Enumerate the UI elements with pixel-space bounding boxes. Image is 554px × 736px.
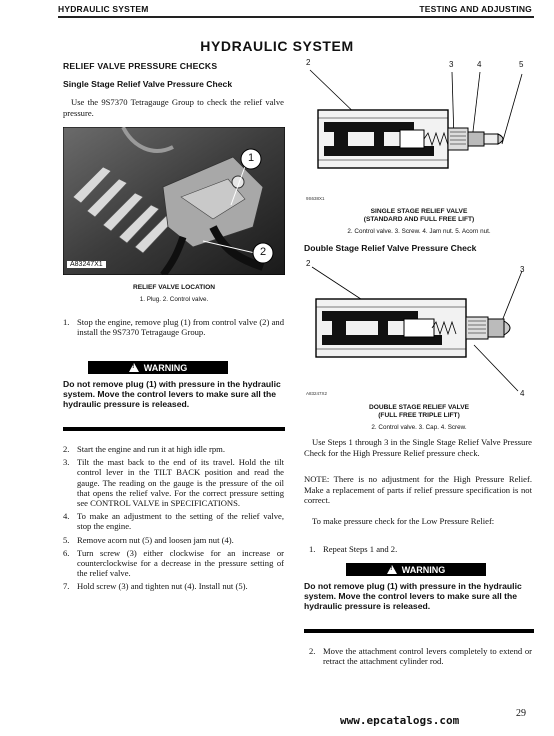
step-number: 2. [63, 444, 70, 454]
step-text: Start the engine and run it at high idle rpm. [77, 444, 225, 454]
warning-label: WARNING [401, 564, 446, 575]
step-3 [63, 457, 284, 508]
fig2-legend: 2. Control valve. 3. Cap. 4. Screw. [371, 424, 467, 431]
right-warning-banner [346, 563, 486, 576]
double-stage-heading: Double Stage Relief Valve Pressure Check [304, 243, 477, 253]
right-para-3: To make pressure check for the Low Pressure Relief: [312, 516, 495, 526]
step-text: Turn screw (3) either clockwise for an increase or counterclockwise for a decrease in the pressure setting of the relief valve. [77, 547, 284, 579]
steps-list [63, 444, 284, 595]
subsection-heading: Single Stage Relief Valve Pressure Check [63, 79, 233, 89]
step-number: 2. [309, 646, 316, 656]
fig1-caption-line2: (STANDARD AND FULL FREE LIFT) [363, 216, 475, 223]
step-number: 7. [63, 581, 70, 592]
footer-url: www.epcatalogs.com [340, 714, 460, 727]
fig1-callout-2: 2 [306, 58, 311, 67]
fig1-id: 9S638X1 [306, 196, 325, 201]
page-title: HYDRAULIC SYSTEM [200, 38, 354, 54]
step-text: Move the attachment control levers completely to extend or retract the attachment cylinder rod. [323, 646, 532, 667]
photo-legend: 1. Plug. 2. Control valve. [139, 296, 209, 303]
step-6 [63, 548, 284, 579]
single-stage-diagram [304, 58, 534, 208]
step-1 [63, 317, 284, 337]
right-warning-rule [304, 629, 534, 633]
fig1-callout-3: 3 [449, 60, 454, 69]
right-step-1 [309, 544, 532, 554]
step-number: 6. [63, 547, 70, 558]
step-4 [63, 511, 284, 531]
running-header-right: TESTING AND ADJUSTING [419, 4, 532, 14]
fig1-caption-line1: SINGLE STAGE RELIEF VALVE [370, 208, 468, 215]
fig1-callout-5: 5 [519, 60, 524, 69]
right-step-2 [309, 646, 532, 666]
step-text: Repeat Steps 1 and 2. [323, 544, 398, 554]
step-2 [63, 444, 284, 454]
warning-text: Do not remove plug (1) with pressure in the hydraulic system. Move the control levers to make sure all the hydraulic pressure is released. [63, 379, 281, 410]
page-number: 29 [516, 708, 526, 719]
double-stage-diagram [304, 261, 534, 401]
step-7 [63, 581, 284, 591]
step-text: Tilt the mast back to the end of its travel. Hold the tilt control lever in the TILT BACK position and read the gauge. The reading on the gauge is the pressure of the oil that opens the relief valve. For the correct pressure setting see CONTROL VALVE in SPECIFICATIONS. [77, 457, 284, 509]
warning-rule [63, 427, 285, 431]
fig2-id: A83247X2 [306, 391, 328, 396]
step-text: To make an adjustment to the setting of the relief valve, stop the engine. [77, 511, 284, 532]
running-header-left: HYDRAULIC SYSTEM [58, 4, 149, 14]
step-text: Hold screw (3) and tighten nut (4). Install nut (5). [77, 581, 248, 592]
fig2-callout-3: 3 [520, 265, 525, 274]
photo-callout-2: 2 [259, 246, 267, 258]
photo-callout-1: 1 [247, 152, 255, 164]
photo-id-label: A83247X1 [67, 261, 106, 268]
warning-triangle-icon [387, 565, 397, 574]
fig2-callout-4: 4 [520, 389, 525, 398]
step-text: Stop the engine, remove plug (1) from control valve (2) and install the 9S7370 Tetragauge Group. [77, 317, 284, 338]
fig1-legend: 2. Control valve. 3. Screw. 4. Jam nut. 5. Acorn nut. [347, 228, 491, 235]
step-number: 1. [63, 317, 70, 327]
photo-image [63, 127, 285, 275]
photo-caption: RELIEF VALVE LOCATION [132, 284, 216, 291]
header-rule [58, 16, 534, 18]
warning-triangle-icon [129, 363, 139, 372]
step-number: 4. [63, 511, 70, 522]
step-number: 1. [309, 544, 316, 554]
section-heading: RELIEF VALVE PRESSURE CHECKS [63, 61, 218, 71]
warning-label: WARNING [143, 362, 188, 373]
right-warning-text: Do not remove plug (1) with pressure in the hydraulic system. Move the control levers to make sure all the hydraulic pressure is released. [304, 581, 522, 612]
fig1-callout-4: 4 [477, 60, 482, 69]
right-note: NOTE: There is no adjustment for the High Pressure Relief. Make a replacement of parts if relief pressure specification is not correct. [304, 474, 532, 506]
warning-banner [88, 361, 228, 374]
fig2-caption-line2: (FULL FREE TRIPLE LIFT) [378, 412, 460, 419]
fig2-caption-line1: DOUBLE STAGE RELIEF VALVE [368, 404, 469, 411]
right-para-1: Use Steps 1 through 3 in the Single Stage Relief Valve Pressure Check for the High Pressure Relief pressure check. [304, 437, 532, 458]
step-number: 3. [63, 457, 70, 468]
step-5 [63, 535, 284, 545]
relief-valve-photo [63, 127, 285, 275]
step-number: 5. [63, 534, 70, 545]
fig2-callout-2: 2 [306, 259, 311, 268]
double-stage-valve-drawing [304, 261, 534, 401]
intro-paragraph: Use the 9S7370 Tetragauge Group to check the relief valve pressure. [63, 97, 284, 118]
step-text: Remove acorn nut (5) and loosen jam nut (4). [77, 534, 234, 545]
single-stage-valve-drawing [304, 62, 534, 208]
